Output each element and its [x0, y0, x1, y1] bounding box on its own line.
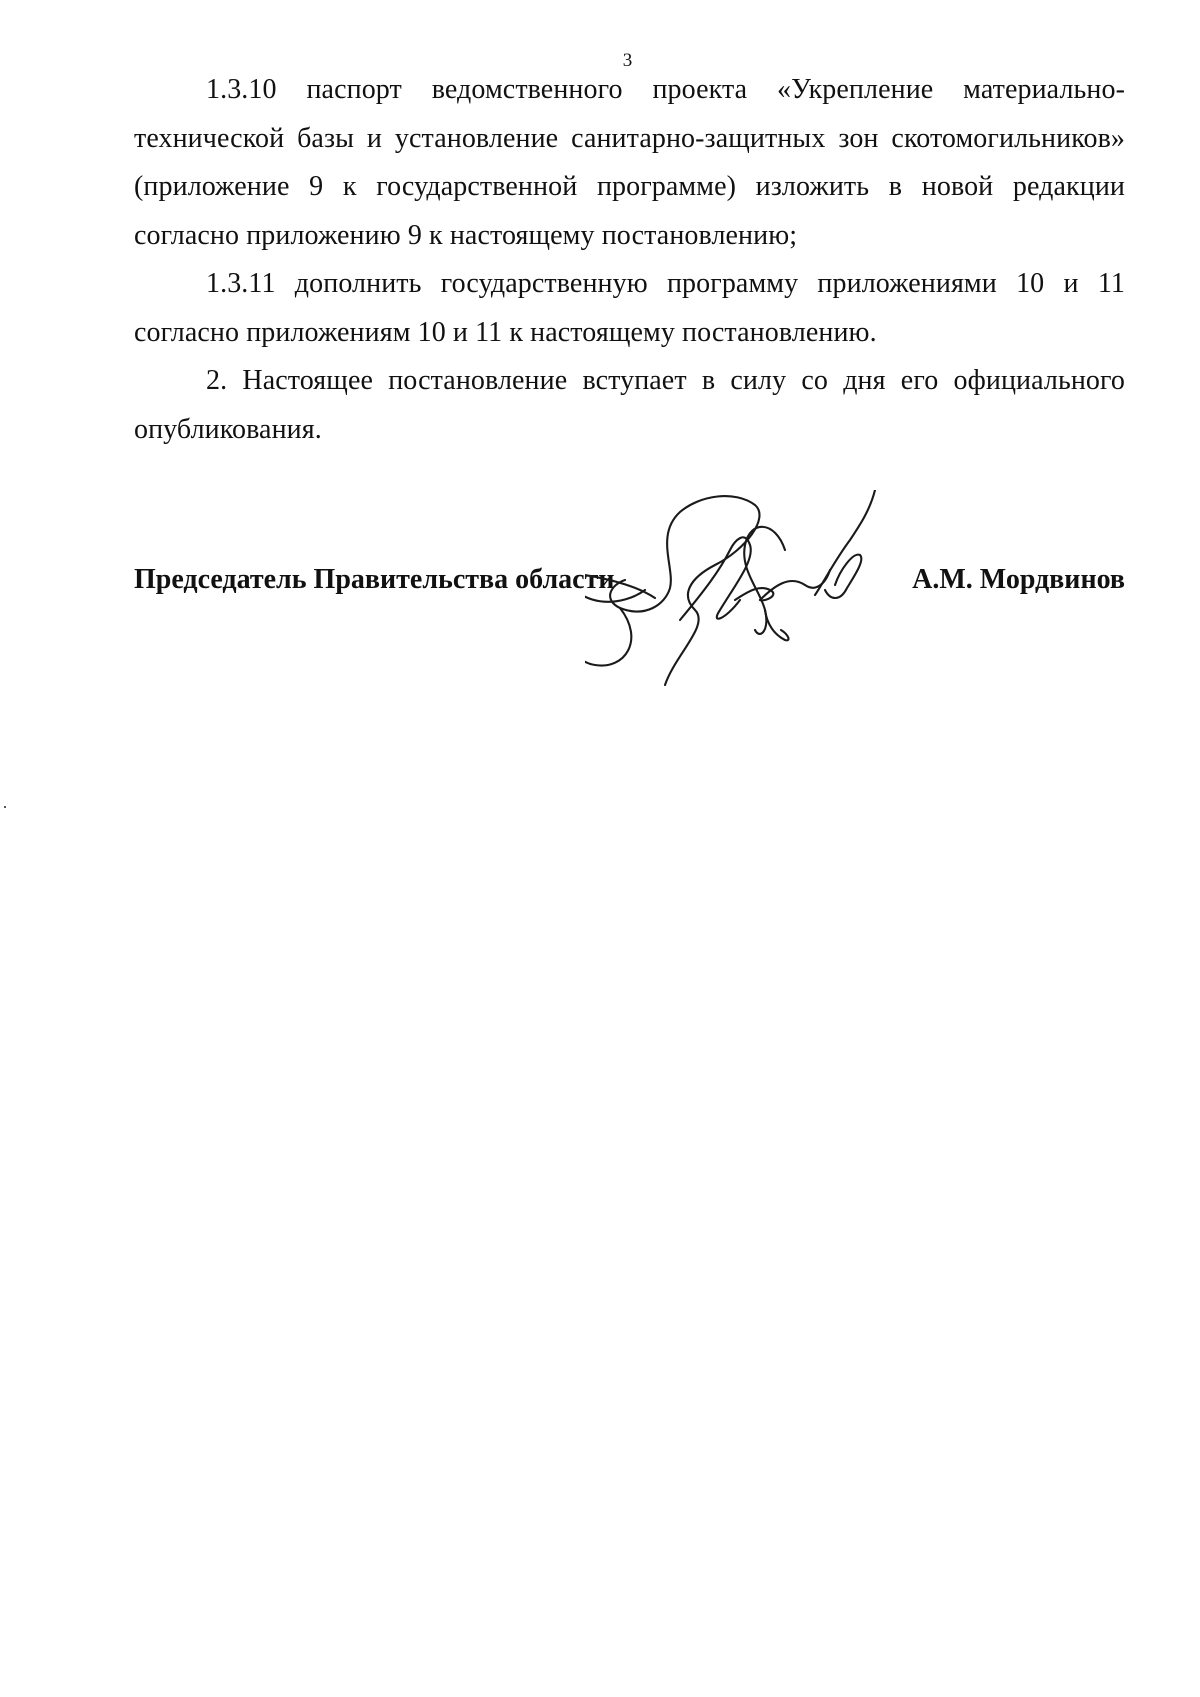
page-number: 3: [622, 50, 633, 71]
paragraph-1-3-10: 1.3.10 паспорт ведомственного проекта «Укрепление материально-технической базы и установление санитарно-защитных зон скотомогильников» (приложение 9 к государственной программе) изложить в новой редакции согласно приложению 9 к настоящему постановлению;: [134, 74, 1125, 251]
paragraph-2-effective-date: 2. Настоящее постановление вступает в силу со дня его официального опубликования.: [134, 365, 1125, 445]
scan-margin-mark: [4, 806, 6, 808]
signer-position: Председатель Правительства области: [134, 564, 615, 595]
handwritten-signature-icon: [585, 490, 940, 695]
signer-name: А.М. Мордвинов: [912, 564, 1125, 595]
document-body: [134, 66, 1125, 454]
paragraph-1-3-11: 1.3.11 дополнить государственную программу приложениями 10 и 11 согласно приложениям 10 и 11 к настоящему постановлению.: [134, 268, 1125, 348]
